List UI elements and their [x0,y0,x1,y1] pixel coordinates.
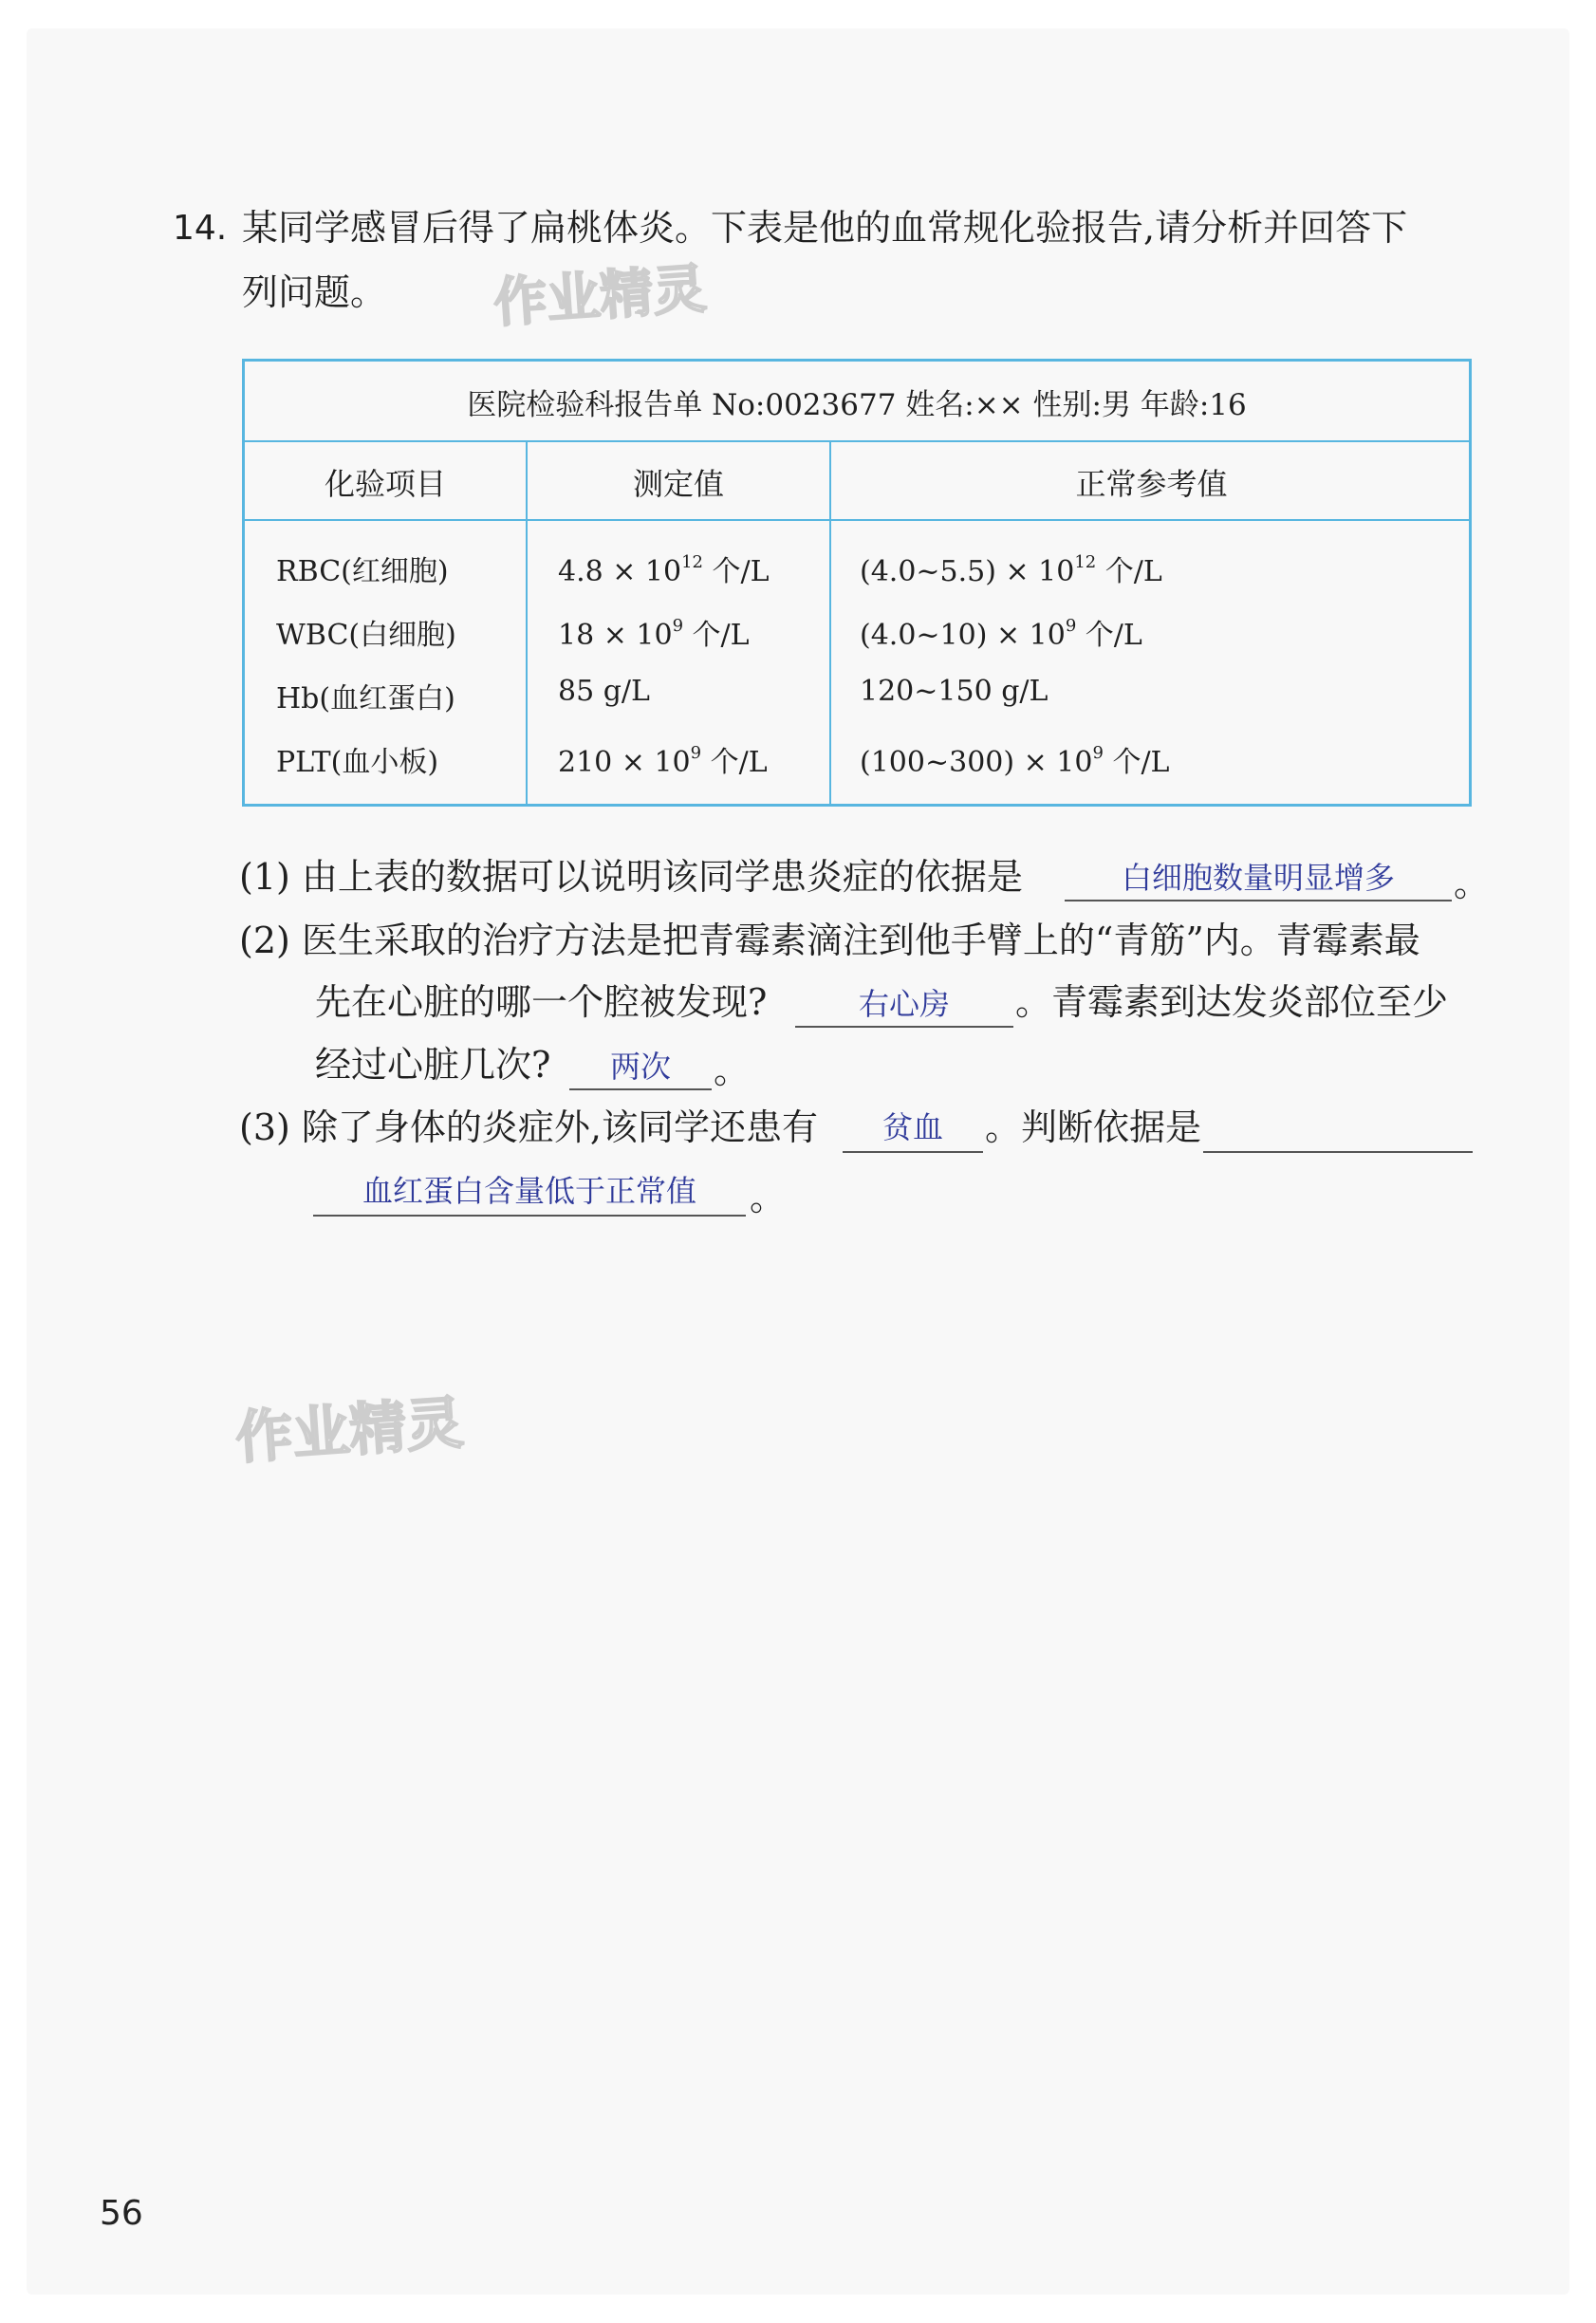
row-reference: (100~300) × $10^9$ 个/L [860,743,1170,779]
answer-blank [1065,900,1452,901]
column-header-measured: 测定值 [632,466,724,502]
report-title: 医院检验科报告单 No:0023677 姓名:×× 性别:男 年龄:16 [467,388,1247,422]
answer-part1: 白细胞数量明显增多 [1121,860,1395,896]
answer-blank [843,1151,983,1153]
punctuation: 。 [750,1177,787,1218]
answer-blank [795,1026,1013,1028]
question-number: 14. [173,209,228,248]
answer-part3a: 贫血 [882,1109,943,1145]
column-header-item: 化验项目 [324,466,446,502]
page-number: 56 [100,2194,143,2233]
column-header-reference: 正常参考值 [1075,466,1228,502]
question-stem-line2: 列问题。 [242,271,387,313]
answer-blank [569,1088,712,1090]
row-reference: 120~150 g/L [860,675,1049,708]
answer-part2b: 两次 [609,1049,671,1085]
table-divider [245,519,1469,521]
part2-line2a: 先在心脏的哪一个腔被发现? [315,981,768,1023]
part1-text: (1) 由上表的数据可以说明该同学患炎症的依据是 [239,856,1023,898]
row-item: PLT(血小板) [276,746,439,779]
row-reference: (4.0~10) × $10^9$ 个/L [860,616,1142,652]
row-measured: $4.8 \times 10^{12}$ 个/L [558,552,770,588]
answer-part3b: 血红蛋白含量低于正常值 [362,1173,696,1209]
table-divider [245,440,1469,442]
answer-blank [313,1215,746,1217]
watermark-logo: 作业精灵 [492,258,709,335]
part3-line1a: (3) 除了身体的炎症外,该同学还患有 [239,1106,818,1148]
watermark-logo: 作业精灵 [233,1389,466,1473]
punctuation: 。 [1454,863,1491,904]
part3-line1b: 。判断依据是 [985,1106,1202,1148]
row-measured: 85 g/L [558,675,650,708]
row-item: RBC(红细胞) [276,555,449,588]
part2-line2b: 。青霉素到达发炎部位至少 [1015,981,1449,1023]
row-measured: $18 \times 10^9$ 个/L [558,616,750,652]
question-stem-line1: 某同学感冒后得了扁桃体炎。下表是他的血常规化验报告,请分析并回答下 [242,207,1408,249]
punctuation: 。 [714,1050,751,1091]
row-item: Hb(血红蛋白) [276,682,455,715]
row-measured: $210 \times 10^9$ 个/L [558,743,768,779]
part2-line1: (2) 医生采取的治疗方法是把青霉素滴注到他手臂上的“青筋”内。青霉素最 [239,920,1420,961]
answer-blank [1203,1151,1473,1153]
answer-part2a: 右心房 [858,986,950,1022]
row-item: WBC(白细胞) [276,619,456,652]
lab-report-table [242,359,1472,807]
part2-line3: 经过心脏几次? [315,1044,551,1086]
row-reference: (4.0~5.5) × $10^{12}$ 个/L [860,552,1162,588]
